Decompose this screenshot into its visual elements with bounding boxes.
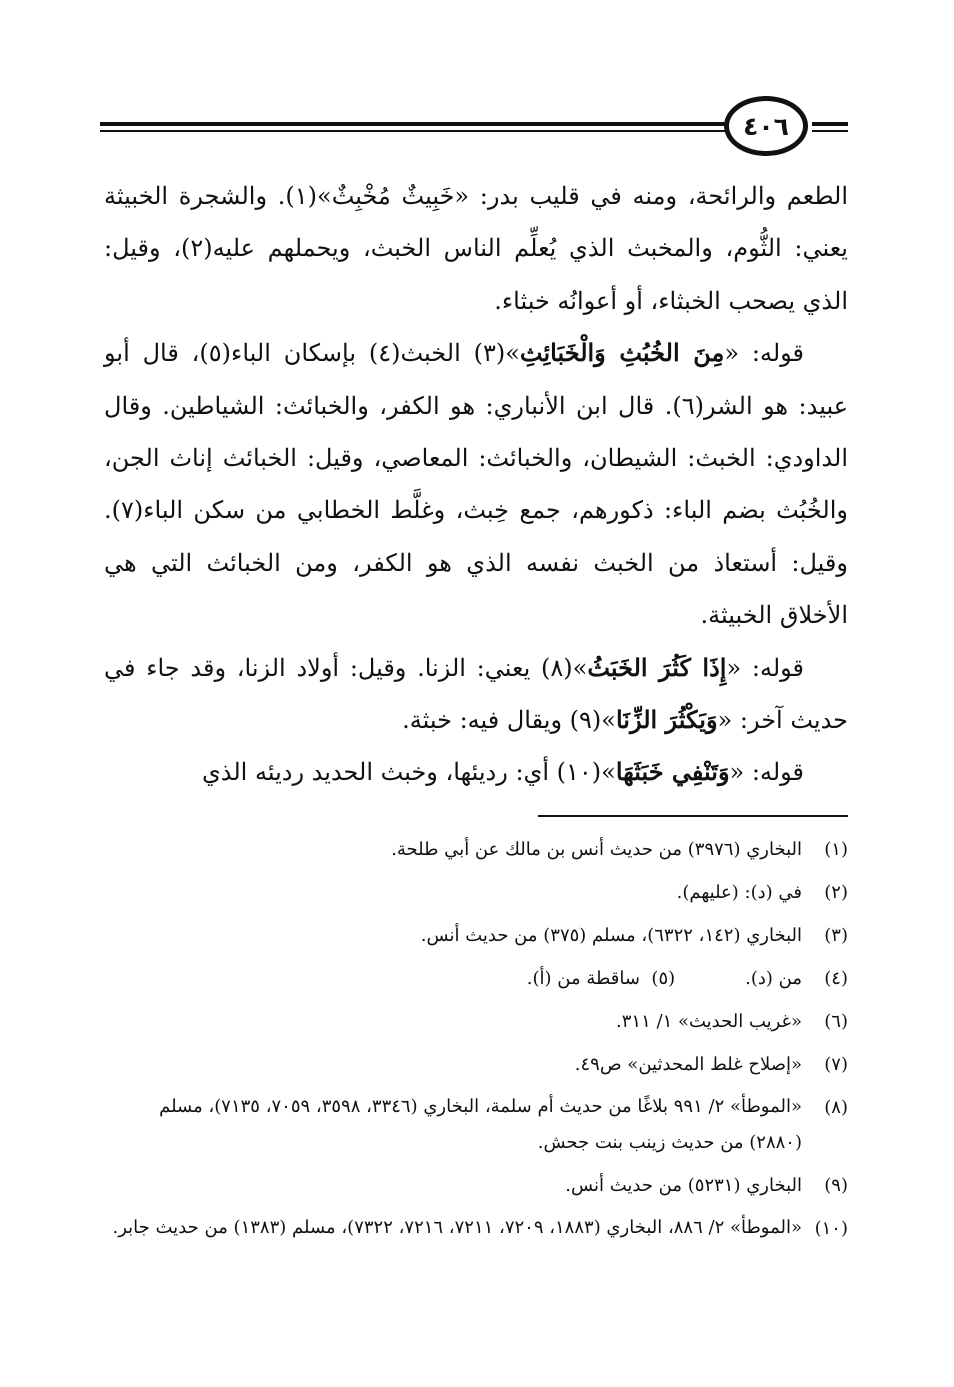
footnote-text-pair	[104, 957, 802, 1000]
footnote-number: (٩)	[824, 1175, 848, 1196]
paragraph-3-end: »(٩) ويقال فيه: خبثة.	[402, 706, 616, 735]
footnote-number: (٧)	[824, 1054, 848, 1075]
footnote-separator	[538, 815, 848, 817]
footnote	[104, 1000, 848, 1043]
footnote-text: «إصلاح غلط المحدثين» ص٤٩.	[574, 1054, 802, 1075]
paragraph-2-text: »(٣) الخبث(٤) بإسكان الباء(٥)، قال أبو عبيد: هو الشر(٦). قال ابن الأنباري: هو الكفر، والخبائث: الشياطين. وقال الداودي: الخبث: الشيطان، والخبائث: المعاصي، وقيل: الخبائث إناث الجن، والخُبُث بضم الباء: ذكورهم، جمع خِبث، وغلَّط الخطابي من سكن الباء(٧). وقيل: أستعاذ من الخبث نفسه الذي هو الكفر، ومن الخبائث التي هي الأخلاق الخبيثة.	[104, 339, 849, 630]
footnote	[104, 1043, 848, 1086]
page-number-badge	[724, 96, 808, 156]
footnote	[104, 914, 848, 957]
hadith-quote: مِنَ الخُبُثِ وَالْخَبَائِثِ	[519, 338, 725, 368]
footnote-text: البخاري (١٤٢، ٦٣٢٢)، مسلم (٣٧٥) من حديث أنس.	[420, 925, 802, 946]
main-text	[104, 170, 848, 799]
hadith-quote: وَتَنْفِي خَبَثَهَا	[615, 757, 730, 787]
footnote-number: (٦)	[824, 1011, 848, 1032]
footnote	[104, 871, 848, 914]
footnote	[104, 828, 848, 871]
hadith-quote: وَيَكْثُرَ الزِّنَا	[615, 705, 718, 735]
page-header	[100, 92, 860, 164]
footnote-text: في (د): (عليهم).	[676, 882, 802, 903]
paragraph-1: الطعم والرائحة، ومنه في قليب بدر: «خَبِيثٌ مُخْبِثٌ»(١). والشجرة الخبيثة يعني: الثُّوم، والمخبث الذي يُعلِّم الناس الخبث، ويحملهم عليه(٢)، وقيل: الذي يصحب الخبثاء، أو أعوانُه خبثاء.	[104, 182, 848, 315]
paragraph-2	[104, 327, 848, 641]
paragraph-3-intro: قوله: «	[726, 653, 805, 682]
footnote-text: «الموطأ» ٢/ ٩٩١ بلاغًا من حديث أم سلمة، البخاري (٣٣٤٦، ٣٥٩٨، ٧٠٥٩، ٧١٣٥)، مسلم (٢٨٨٠) من حديث زينب بنت جحش.	[159, 1096, 802, 1153]
paragraph-3-text: »(٨) يعني: الزنا. وقيل: أولاد الزنا، وقد جاء في حديث آخر: «	[104, 653, 848, 735]
footnote	[104, 957, 848, 1000]
paragraph-4-text: »(١٠) أي: رديئها، وخبث الحديد رديئه الذي	[201, 758, 616, 787]
page-number: ٤٠٦	[743, 111, 789, 141]
footnote-text: البخاري (٣٩٧٦) من حديث أنس بن مالك عن أبي طلحة.	[391, 839, 802, 860]
header-rule-thin	[100, 130, 728, 132]
footnote	[104, 1164, 848, 1207]
footnote-text: ساقطة من (أ).	[526, 968, 640, 989]
footnote-text: «غريب الحديث» ١/ ٣١١.	[616, 1011, 802, 1032]
footnote-number: (١٠)	[814, 1218, 848, 1239]
paragraph-4	[104, 746, 848, 798]
footnote	[104, 1086, 848, 1164]
footnote-number: (٨)	[824, 1097, 848, 1118]
header-rule	[100, 122, 728, 126]
footnote-number: (١)	[824, 839, 848, 860]
paragraph-2-intro: قوله: «	[724, 339, 804, 368]
footnote-number: (٣)	[824, 925, 848, 946]
footnotes	[104, 828, 848, 1250]
paragraph-3	[104, 642, 848, 747]
hadith-quote: إِذَا كَثُرَ الخَبَثُ	[587, 652, 727, 682]
footnote-text: البخاري (٥٢٣١) من حديث أنس.	[565, 1175, 802, 1196]
header-rule-right	[812, 122, 848, 126]
paragraph-4-intro: قوله: «	[729, 758, 804, 787]
footnote-number: (٤)	[824, 968, 848, 989]
footnote-text: من (د).	[745, 968, 802, 989]
footnote-number: (٢)	[824, 882, 848, 903]
footnote	[104, 1207, 848, 1250]
footnote-text: «الموطأ» ٢/ ٨٨٦، البخاري (١٨٨٣، ٧٢٠٩، ٧٢١١، ٧٢١٦، ٧٣٢٢)، مسلم (١٣٨٣) من حديث جابر.	[112, 1217, 802, 1238]
footnote-number: (٥)	[651, 968, 676, 989]
header-rule-right-thin	[812, 130, 848, 132]
